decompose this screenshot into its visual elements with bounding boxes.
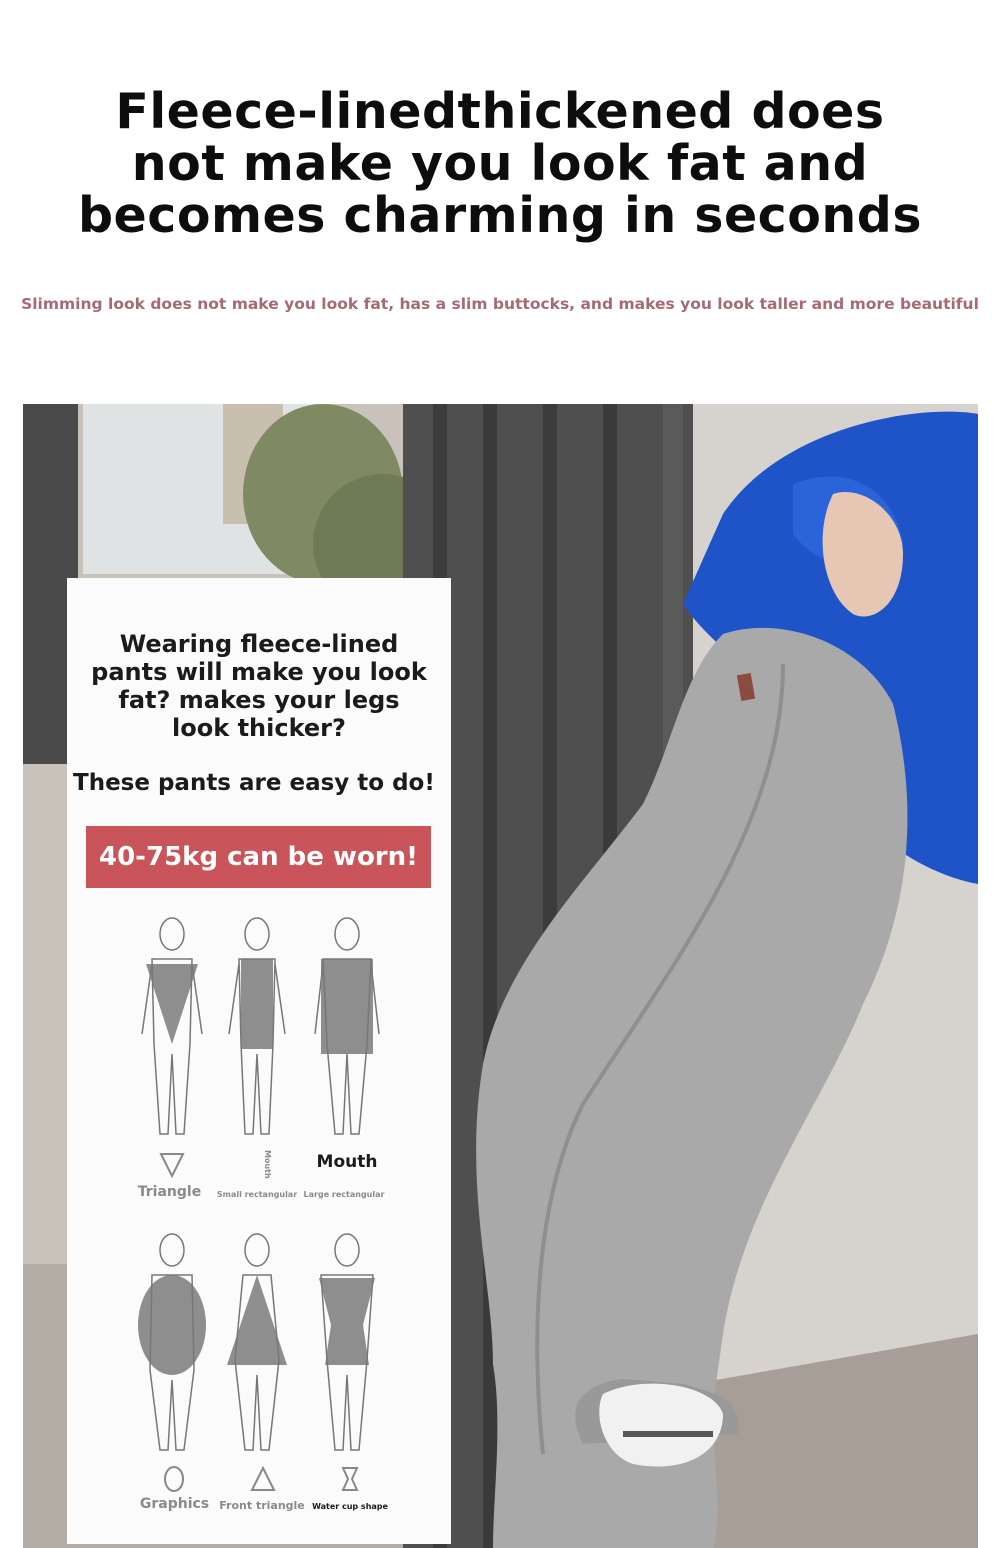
hourglass-icon [335, 1464, 365, 1494]
weight-badge: 40-75kg can be worn! [86, 826, 431, 888]
oval-icon [159, 1464, 189, 1494]
body-figure-large-rectangular [307, 914, 387, 1144]
label-large-rectangular: Large rectangular [303, 1190, 385, 1199]
label-small-rectangular: Small rectangular [216, 1190, 298, 1199]
body-figure-front-triangle [217, 1230, 297, 1460]
info-card [67, 578, 451, 1544]
page-title: Fleece-linedthickened does not make you look fat and becomes charming in seconds [77, 83, 923, 244]
label-graphics: Graphics [139, 1496, 210, 1512]
inverted-triangle-icon [157, 1150, 187, 1180]
page-subtitle: Slimming look does not make you look fat, has a slim buttocks, and makes you look taller and more beautiful [21, 295, 979, 313]
small-rectangle-icon-label: Mouth [263, 1150, 272, 1179]
label-water-cup-shape: Water cup shape [312, 1502, 388, 1511]
label-front-triangle: Front triangle [219, 1499, 305, 1512]
body-figure-triangle [132, 914, 212, 1144]
mouth-label: Mouth [316, 1152, 378, 1172]
triangle-icon [248, 1464, 278, 1494]
body-figure-water-cup [307, 1230, 387, 1460]
body-figure-small-rectangular [217, 914, 297, 1144]
label-triangle: Triangle [137, 1184, 202, 1200]
body-figure-graphics [132, 1230, 212, 1460]
card-easy-text: These pants are easy to do! [73, 770, 435, 796]
card-question: Wearing fleece-lined pants will make you look fat? makes your legs look thicker? [91, 630, 427, 742]
